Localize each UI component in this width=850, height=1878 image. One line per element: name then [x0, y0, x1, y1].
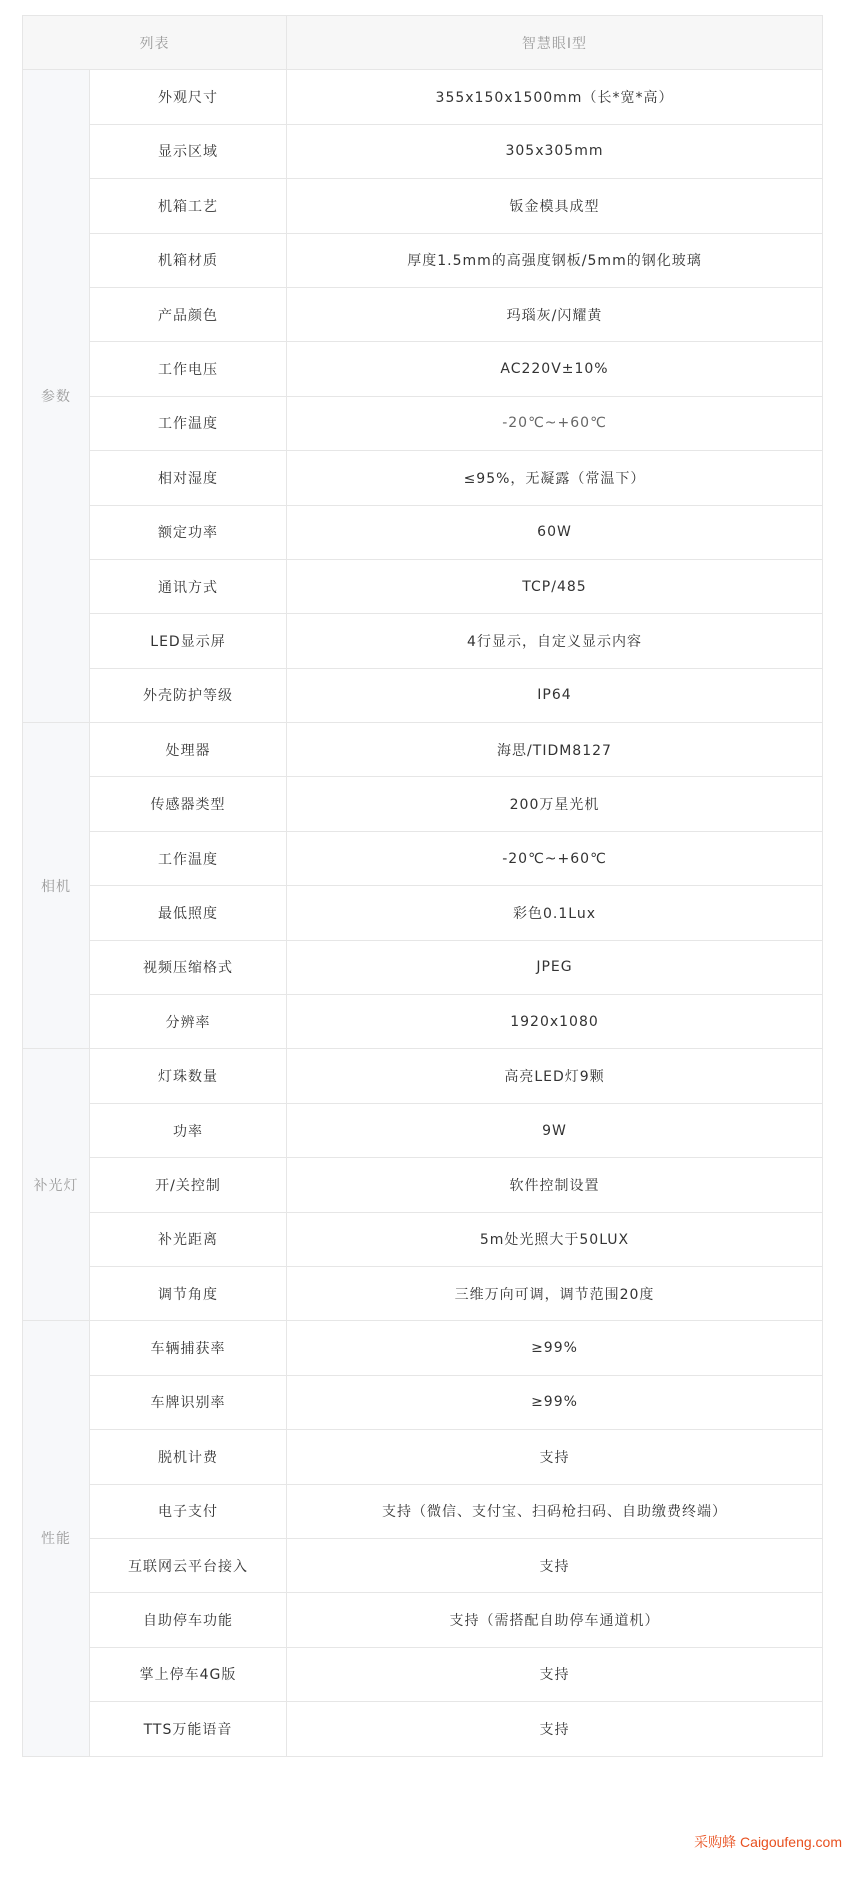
table-row	[23, 1593, 823, 1647]
spec-value: 厚度1.5mm的高强度钢板/5mm的钢化玻璃	[287, 233, 823, 287]
spec-value: 支持	[287, 1538, 823, 1592]
spec-value: AC220V±10%	[287, 342, 823, 396]
spec-value: 支持	[287, 1702, 823, 1756]
spec-name: 功率	[90, 1103, 287, 1157]
spec-value: 彩色0.1Lux	[287, 886, 823, 940]
spec-value: 4行显示，自定义显示内容	[287, 614, 823, 668]
spec-name: 处理器	[90, 723, 287, 777]
spec-value: ≤95%，无凝露（常温下）	[287, 451, 823, 505]
header-model: 智慧眼I型	[287, 16, 823, 70]
spec-name: TTS万能语音	[90, 1702, 287, 1756]
table-row	[23, 124, 823, 178]
spec-value: 305x305mm	[287, 124, 823, 178]
group-label: 性能	[23, 1321, 90, 1756]
spec-name: LED显示屏	[90, 614, 287, 668]
spec-name: 机箱材质	[90, 233, 287, 287]
table-row	[23, 723, 823, 777]
table-row	[23, 1430, 823, 1484]
spec-value: 60W	[287, 505, 823, 559]
spec-name: 工作温度	[90, 831, 287, 885]
spec-value: 支持（需搭配自助停车通道机）	[287, 1593, 823, 1647]
spec-value: 1920x1080	[287, 995, 823, 1049]
spec-name: 最低照度	[90, 886, 287, 940]
spec-name: 相对湿度	[90, 451, 287, 505]
group-label: 参数	[23, 70, 90, 723]
spec-table	[22, 15, 823, 1757]
group-label: 补光灯	[23, 1049, 90, 1321]
table-row	[23, 1103, 823, 1157]
spec-name: 通讯方式	[90, 559, 287, 613]
spec-name: 工作电压	[90, 342, 287, 396]
table-row	[23, 233, 823, 287]
table-row	[23, 831, 823, 885]
table-row	[23, 1375, 823, 1429]
table-row	[23, 777, 823, 831]
table-row	[23, 614, 823, 668]
spec-value: TCP/485	[287, 559, 823, 613]
spec-value: -20℃~+60℃	[287, 831, 823, 885]
table-row	[23, 940, 823, 994]
spec-value: 三维万向可调，调节范围20度	[287, 1266, 823, 1320]
table-row	[23, 1158, 823, 1212]
spec-name: 显示区域	[90, 124, 287, 178]
spec-name: 额定功率	[90, 505, 287, 559]
spec-value: 200万星光机	[287, 777, 823, 831]
table-row	[23, 451, 823, 505]
spec-value: 海思/TIDM8127	[287, 723, 823, 777]
spec-name: 分辨率	[90, 995, 287, 1049]
table-row	[23, 559, 823, 613]
spec-value: JPEG	[287, 940, 823, 994]
table-row	[23, 1049, 823, 1103]
spec-name: 车牌识别率	[90, 1375, 287, 1429]
spec-name: 脱机计费	[90, 1430, 287, 1484]
spec-value: 355x150x1500mm（长*宽*高）	[287, 70, 823, 124]
spec-value: 9W	[287, 1103, 823, 1157]
spec-name: 掌上停车4G版	[90, 1647, 287, 1701]
spec-value: ≥99%	[287, 1375, 823, 1429]
spec-value: -20℃~+60℃	[287, 396, 823, 450]
spec-name: 视频压缩格式	[90, 940, 287, 994]
spec-name: 电子支付	[90, 1484, 287, 1538]
spec-body	[23, 70, 823, 1756]
spec-value: 支持（微信、支付宝、扫码枪扫码、自助缴费终端）	[287, 1484, 823, 1538]
header-list: 列表	[23, 16, 287, 70]
spec-value: 高亮LED灯9颗	[287, 1049, 823, 1103]
spec-name: 工作温度	[90, 396, 287, 450]
spec-name: 开/关控制	[90, 1158, 287, 1212]
table-row	[23, 1484, 823, 1538]
spec-value: 钣金模具成型	[287, 179, 823, 233]
table-row	[23, 505, 823, 559]
table-row	[23, 1321, 823, 1375]
spec-name: 调节角度	[90, 1266, 287, 1320]
spec-value: IP64	[287, 668, 823, 722]
spec-name: 互联网云平台接入	[90, 1538, 287, 1592]
table-row	[23, 1702, 823, 1756]
table-row	[23, 668, 823, 722]
spec-name: 外壳防护等级	[90, 668, 287, 722]
spec-name: 自助停车功能	[90, 1593, 287, 1647]
spec-name: 外观尺寸	[90, 70, 287, 124]
spec-name: 补光距离	[90, 1212, 287, 1266]
spec-name: 车辆捕获率	[90, 1321, 287, 1375]
spec-value: 软件控制设置	[287, 1158, 823, 1212]
watermark: 采购蜂 Caigoufeng.com	[694, 1834, 842, 1850]
table-row	[23, 70, 823, 124]
spec-value: 支持	[287, 1430, 823, 1484]
table-row	[23, 1212, 823, 1266]
table-row	[23, 886, 823, 940]
spec-value: 5m处光照大于50LUX	[287, 1212, 823, 1266]
table-row	[23, 179, 823, 233]
spec-name: 产品颜色	[90, 287, 287, 341]
table-row	[23, 995, 823, 1049]
spec-value: 玛瑙灰/闪耀黄	[287, 287, 823, 341]
spec-name: 传感器类型	[90, 777, 287, 831]
table-row	[23, 1647, 823, 1701]
spec-name: 灯珠数量	[90, 1049, 287, 1103]
group-label: 相机	[23, 723, 90, 1049]
table-row	[23, 1538, 823, 1592]
spec-name: 机箱工艺	[90, 179, 287, 233]
table-row	[23, 396, 823, 450]
table-row	[23, 342, 823, 396]
header-row	[23, 16, 823, 70]
spec-value: 支持	[287, 1647, 823, 1701]
table-row	[23, 1266, 823, 1320]
spec-value: ≥99%	[287, 1321, 823, 1375]
table-row	[23, 287, 823, 341]
